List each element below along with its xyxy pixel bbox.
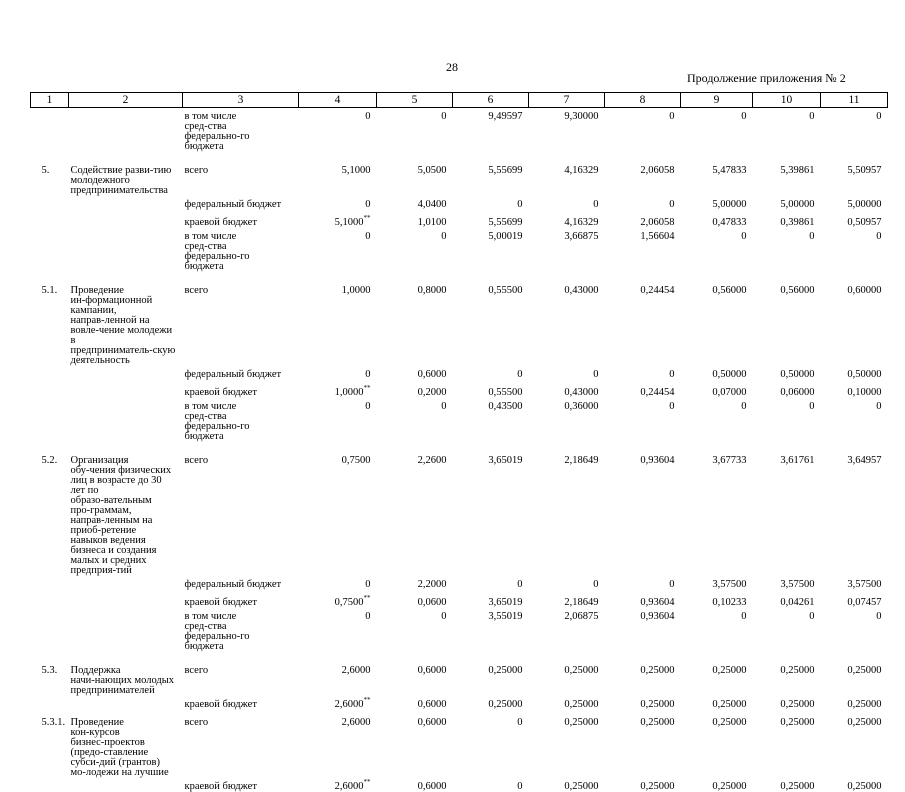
row-funding-source: в том числе сред-ства федерально-го бюджета [184, 401, 250, 442]
row-funding-source: краевой бюджет [184, 387, 257, 398]
value-cell: 0 [809, 611, 815, 622]
value-cell: 5,00000 [712, 199, 747, 210]
table-row [31, 652, 888, 696]
value-cell: 0,6000 [417, 369, 447, 380]
table-row [31, 380, 888, 398]
row-activity-name [69, 608, 183, 652]
value-cell: 0,50957 [847, 217, 882, 228]
table-row [31, 152, 888, 196]
value-cell: 0,50000 [712, 369, 747, 380]
value-cell: 0,55500 [488, 285, 523, 296]
value-cell: 0 [517, 717, 523, 728]
row-funding-source: краевой бюджет [184, 597, 257, 608]
row-index [31, 608, 69, 652]
value-cell: 3,55019 [488, 611, 523, 622]
value-cell: 9,30000 [564, 111, 599, 122]
value-cell: 0 [517, 579, 523, 590]
value-cell: 5,47833 [712, 165, 747, 176]
row-funding-source: всего [184, 665, 209, 676]
col-header: 4 [299, 93, 377, 108]
value-cell: 0,25000 [640, 699, 675, 710]
value-cell: 0 [741, 611, 747, 622]
row-activity-name [69, 228, 183, 272]
value-cell: 0 [669, 401, 675, 412]
value-cell: 3,61761 [780, 455, 815, 466]
value-cell: 4,16329 [564, 165, 599, 176]
value-cell: 0 [809, 111, 815, 122]
col-header: 6 [453, 93, 529, 108]
col-header: 3 [183, 93, 299, 108]
value-cell: 3,67733 [712, 455, 747, 466]
row-funding-source: всего [184, 717, 209, 728]
table-row [31, 696, 888, 710]
row-funding-source: федеральный бюджет [184, 199, 282, 210]
value-cell: 0,7500 [341, 455, 371, 466]
value-cell: 2,2000 [417, 579, 447, 590]
header-row [31, 93, 888, 108]
value-cell: 5,50957 [847, 165, 882, 176]
row-funding-source: краевой бюджет [184, 217, 257, 228]
row-index [31, 228, 69, 272]
row-activity-name [69, 778, 183, 792]
row-activity-name [69, 380, 183, 398]
value-cell: 0,93604 [640, 597, 675, 608]
row-activity-name: Проведение ин-формационной кампании, направ-ленной на вовле-чение молодежи в предприниматель-скую деятельность [70, 285, 176, 366]
value-cell: 0 [365, 199, 371, 210]
value-cell: 0 [741, 231, 747, 242]
table-row [31, 710, 888, 778]
value-cell: 0,06000 [780, 387, 815, 398]
value-cell: 0,6000 [417, 781, 447, 792]
value-cell: 0,25000 [564, 699, 599, 710]
value-cell: 0 [876, 231, 882, 242]
value-cell: 0,7500** [334, 594, 371, 608]
value-cell: 1,0000 [341, 285, 371, 296]
value-cell: 5,00000 [847, 199, 882, 210]
value-cell: 0,43000 [564, 387, 599, 398]
row-index [31, 696, 69, 710]
value-cell: 5,1000 [341, 165, 371, 176]
row-activity-name [69, 696, 183, 710]
value-cell: 5,55699 [488, 165, 523, 176]
row-activity-name [69, 366, 183, 380]
row-funding-source: в том числе сред-ства федерально-го бюджета [184, 611, 250, 652]
row-index: 5.1. [41, 285, 58, 296]
row-activity-name: Организация обу-чения физических лиц в возрасте до 30 лет по образо-вательным про-граммам, направ-ленным на приоб-ретение навыков ведения бизнеса и создания малых и средних предприя-тий [70, 455, 172, 576]
value-cell: 0 [669, 369, 675, 380]
row-index [31, 210, 69, 228]
value-cell: 0,36000 [564, 401, 599, 412]
row-activity-name: Проведение кон-курсов бизнес-проектов (предо-ставление субси-дий (грантов) мо-лодежи на лучшие [70, 717, 169, 778]
row-activity-name: Поддержка начи-нающих молодых предпринимателей [70, 665, 175, 696]
value-cell: 0 [809, 401, 815, 412]
table-row [31, 228, 888, 272]
value-cell: 0 [593, 579, 599, 590]
value-cell: 3,57500 [847, 579, 882, 590]
col-header: 7 [529, 93, 605, 108]
value-cell: 3,65019 [488, 597, 523, 608]
value-cell: 0,56000 [712, 285, 747, 296]
value-cell: 0,56000 [780, 285, 815, 296]
value-cell: 0,25000 [640, 781, 675, 792]
row-funding-source: краевой бюджет [184, 699, 257, 710]
value-cell: 0 [669, 579, 675, 590]
value-cell: 0,25000 [712, 665, 747, 676]
value-cell: 0,93604 [640, 455, 675, 466]
value-cell: 0,25000 [780, 699, 815, 710]
value-cell: 2,6000 [341, 717, 371, 728]
col-header: 10 [753, 93, 821, 108]
row-index: 5.3.1. [41, 717, 66, 728]
value-cell: 0,25000 [564, 781, 599, 792]
value-cell: 0,25000 [712, 717, 747, 728]
value-cell: 5,00000 [780, 199, 815, 210]
row-index [31, 398, 69, 442]
value-cell: 0,04261 [780, 597, 815, 608]
table-row [31, 608, 888, 652]
value-cell: 0,07000 [712, 387, 747, 398]
value-cell: 9,49597 [488, 111, 523, 122]
value-cell: 0 [365, 611, 371, 622]
col-header: 5 [377, 93, 453, 108]
value-cell: 1,56604 [640, 231, 675, 242]
value-cell: 1,0000** [334, 384, 371, 398]
value-cell: 4,16329 [564, 217, 599, 228]
table-row [31, 196, 888, 210]
value-cell: 0,2000 [417, 387, 447, 398]
value-cell: 0 [365, 369, 371, 380]
value-cell: 0,25000 [488, 665, 523, 676]
value-cell: 0 [517, 369, 523, 380]
value-cell: 0,47833 [712, 217, 747, 228]
value-cell: 0 [441, 611, 447, 622]
value-cell: 0,50000 [780, 369, 815, 380]
value-cell: 0 [365, 111, 371, 122]
value-cell: 2,18649 [564, 455, 599, 466]
value-cell: 0 [365, 231, 371, 242]
row-activity-name: Содействие разви-тию молодежного предпринимательства [70, 165, 172, 196]
value-cell: 0,0600 [417, 597, 447, 608]
row-index [31, 576, 69, 590]
value-cell: 3,57500 [712, 579, 747, 590]
value-cell: 2,18649 [564, 597, 599, 608]
value-cell: 0,25000 [564, 717, 599, 728]
col-header: 2 [69, 93, 183, 108]
value-cell: 5,55699 [488, 217, 523, 228]
row-activity-name [69, 210, 183, 228]
row-index [31, 366, 69, 380]
value-cell: 0,25000 [640, 717, 675, 728]
value-cell: 2,06058 [640, 217, 675, 228]
row-funding-source: в том числе сред-ства федерально-го бюджета [184, 231, 250, 272]
value-cell: 0,25000 [780, 781, 815, 792]
row-index: 5. [41, 165, 50, 176]
value-cell: 2,06875 [564, 611, 599, 622]
value-cell: 0 [876, 611, 882, 622]
value-cell: 0 [365, 579, 371, 590]
value-cell: 0,8000 [417, 285, 447, 296]
table-row [31, 778, 888, 792]
table-row [31, 590, 888, 608]
value-cell: 0 [441, 111, 447, 122]
value-cell: 0,25000 [847, 781, 882, 792]
value-cell: 0,50000 [847, 369, 882, 380]
value-cell: 5,1000** [334, 214, 371, 228]
table-row [31, 108, 888, 153]
value-cell: 0,25000 [780, 665, 815, 676]
value-cell: 5,0500 [417, 165, 447, 176]
row-funding-source: всего [184, 165, 209, 176]
row-funding-source: федеральный бюджет [184, 579, 282, 590]
row-index: 5.2. [41, 455, 58, 466]
value-cell: 0,25000 [847, 665, 882, 676]
row-activity-name [69, 398, 183, 442]
row-activity-name [69, 576, 183, 590]
table-row [31, 272, 888, 366]
value-cell: 0 [593, 199, 599, 210]
page-number: 28 [446, 60, 458, 74]
value-cell: 0 [809, 231, 815, 242]
col-header: 11 [821, 93, 888, 108]
value-cell: 5,39861 [780, 165, 815, 176]
value-cell: 0,39861 [780, 217, 815, 228]
table-row [31, 442, 888, 576]
value-cell: 0,6000 [417, 717, 447, 728]
row-funding-source: всего [184, 285, 209, 296]
value-cell: 0,25000 [712, 699, 747, 710]
value-cell: 0,25000 [780, 717, 815, 728]
row-index [31, 108, 69, 153]
value-cell: 0 [441, 401, 447, 412]
value-cell: 0,6000 [417, 699, 447, 710]
value-cell: 0 [876, 401, 882, 412]
value-cell: 0,25000 [847, 717, 882, 728]
value-cell: 3,64957 [847, 455, 882, 466]
value-cell: 0,10000 [847, 387, 882, 398]
value-cell: 0,24454 [640, 387, 675, 398]
value-cell: 4,0400 [417, 199, 447, 210]
value-cell: 0 [441, 231, 447, 242]
budget-table [30, 92, 888, 792]
row-funding-source: краевой бюджет [184, 781, 257, 792]
row-index: 5.3. [41, 665, 58, 676]
value-cell: 0 [365, 401, 371, 412]
value-cell: 0,24454 [640, 285, 675, 296]
col-header: 9 [681, 93, 753, 108]
value-cell: 0,25000 [564, 665, 599, 676]
value-cell: 3,57500 [780, 579, 815, 590]
value-cell: 1,0100 [417, 217, 447, 228]
row-activity-name [69, 108, 183, 153]
value-cell: 0,55500 [488, 387, 523, 398]
value-cell: 0,6000 [417, 665, 447, 676]
value-cell: 2,06058 [640, 165, 675, 176]
value-cell: 3,66875 [564, 231, 599, 242]
table-row [31, 398, 888, 442]
table-row [31, 576, 888, 590]
value-cell: 0,25000 [712, 781, 747, 792]
row-funding-source: федеральный бюджет [184, 369, 282, 380]
value-cell: 5,00019 [488, 231, 523, 242]
value-cell: 2,6000** [334, 778, 371, 792]
value-cell: 0,60000 [847, 285, 882, 296]
value-cell: 0,93604 [640, 611, 675, 622]
value-cell: 0,25000 [847, 699, 882, 710]
col-header: 8 [605, 93, 681, 108]
table-row [31, 210, 888, 228]
value-cell: 0 [669, 111, 675, 122]
value-cell: 0 [517, 199, 523, 210]
value-cell: 0,43500 [488, 401, 523, 412]
value-cell: 0,10233 [712, 597, 747, 608]
continuation-label: Продолжение приложения № 2 [687, 71, 846, 85]
value-cell: 0 [669, 199, 675, 210]
row-activity-name [69, 590, 183, 608]
value-cell: 0,07457 [847, 597, 882, 608]
value-cell: 2,6000 [341, 665, 371, 676]
value-cell: 0,43000 [564, 285, 599, 296]
value-cell: 0 [741, 401, 747, 412]
value-cell: 0,25000 [640, 665, 675, 676]
value-cell: 3,65019 [488, 455, 523, 466]
value-cell: 0 [517, 781, 523, 792]
row-index [31, 196, 69, 210]
row-funding-source: в том числе сред-ства федерально-го бюджета [184, 111, 250, 152]
value-cell: 0,25000 [488, 699, 523, 710]
value-cell: 0 [741, 111, 747, 122]
table-row [31, 366, 888, 380]
row-funding-source: всего [184, 455, 209, 466]
row-index [31, 380, 69, 398]
row-index [31, 590, 69, 608]
value-cell: 2,6000** [334, 696, 371, 710]
row-index [31, 778, 69, 792]
value-cell: 0 [593, 369, 599, 380]
row-activity-name [69, 196, 183, 210]
col-header: 1 [31, 93, 69, 108]
value-cell: 2,2600 [417, 455, 447, 466]
value-cell: 0 [876, 111, 882, 122]
